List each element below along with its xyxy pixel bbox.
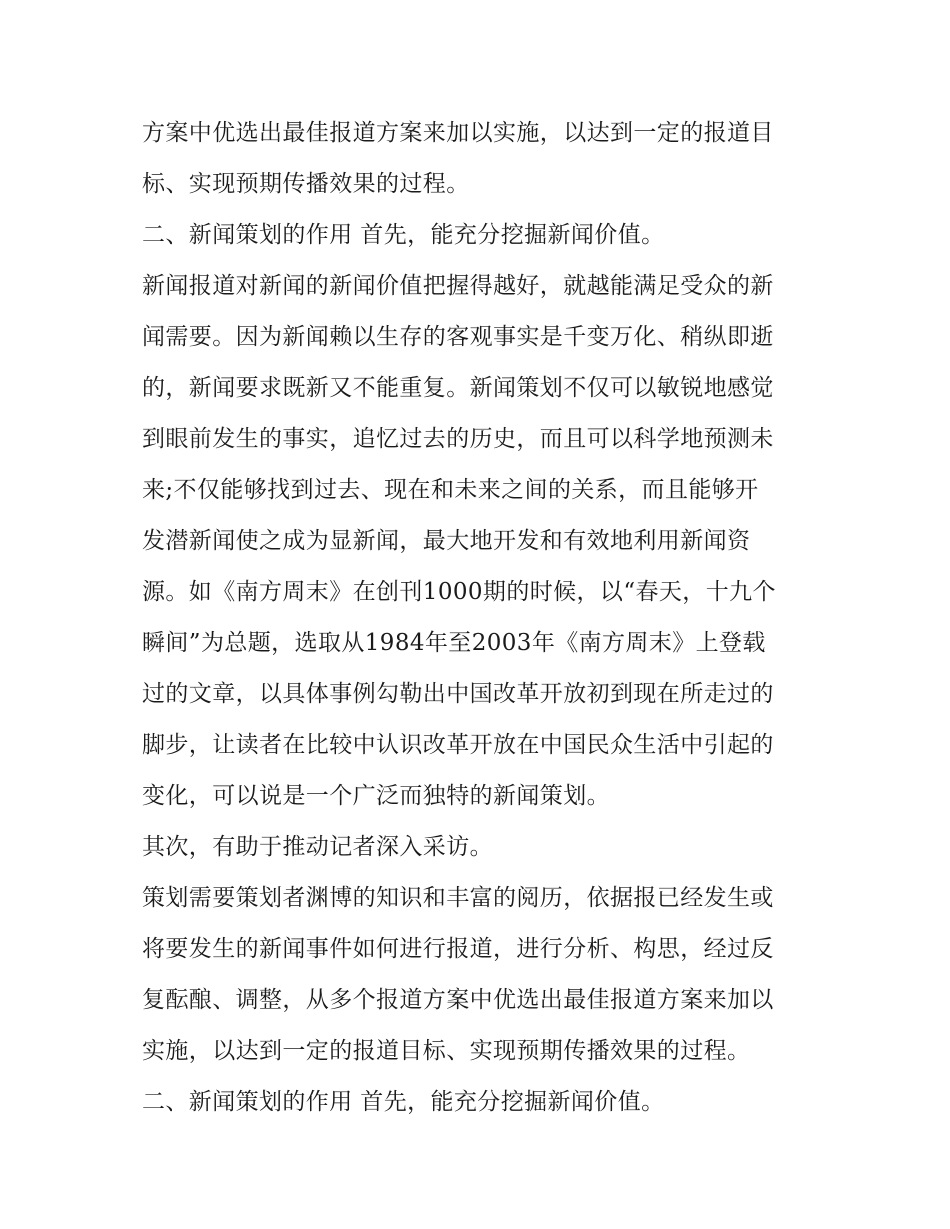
text-line: 瞬间”为总题，选取从1984年至2003年《南方周末》上登载 — [142, 630, 766, 656]
text-line: 策划需要策划者渊博的知识和丰富的阅历，依据报已经发生或 — [142, 885, 774, 911]
text-line: 标、实现预期传播效果的过程。 — [142, 171, 470, 197]
text-line: 脚步，让读者在比较中认识改革开放在中国民众生活中引起的 — [142, 732, 774, 758]
text-line: 过的文章，以具体事例勾勒出中国改革开放初到现在所走过的 — [142, 681, 774, 707]
document-body — [142, 108, 822, 1128]
text-line: 新闻报道对新闻的新闻价值把握得越好，就越能满足受众的新 — [142, 273, 774, 299]
text-line: 将要发生的新闻事件如何进行报道，进行分析、构思，经过反 — [142, 936, 774, 962]
subheading: 其次，有助于推动记者深入采访。 — [142, 834, 493, 860]
text-line: 实施，以达到一定的报道目标、实现预期传播效果的过程。 — [142, 1038, 751, 1064]
text-line: 复酝酿、调整，从多个报道方案中优选出最佳报道方案来加以 — [142, 987, 774, 1013]
text-line: 变化，可以说是一个广泛而独特的新闻策划。 — [142, 783, 610, 809]
text-line: 方案中优选出最佳报道方案来加以实施，以达到一定的报道目 — [142, 120, 774, 146]
text-line: 的，新闻要求既新又不能重复。新闻策划不仅可以敏锐地感觉 — [142, 375, 774, 401]
text-line: 到眼前发生的事实，追忆过去的历史，而且可以科学地预测未 — [142, 426, 774, 452]
text-line: 闻需要。因为新闻赖以生存的客观事实是千变万化、稍纵即逝 — [142, 324, 774, 350]
text-line: 来;不仅能够找到过去、现在和未来之间的关系，而且能够开 — [142, 477, 759, 503]
section-heading: 二、新闻策划的作用 首先，能充分挖掘新闻价值。 — [142, 222, 665, 248]
text-line: 发潜新闻使之成为显新闻，最大地开发和有效地利用新闻资 — [142, 528, 751, 554]
text-line: 源。如《南方周末》在创刊1000期的时候，以“春天，十九个 — [142, 579, 776, 605]
section-heading: 二、新闻策划的作用 首先，能充分挖掘新闻价值。 — [142, 1089, 665, 1115]
